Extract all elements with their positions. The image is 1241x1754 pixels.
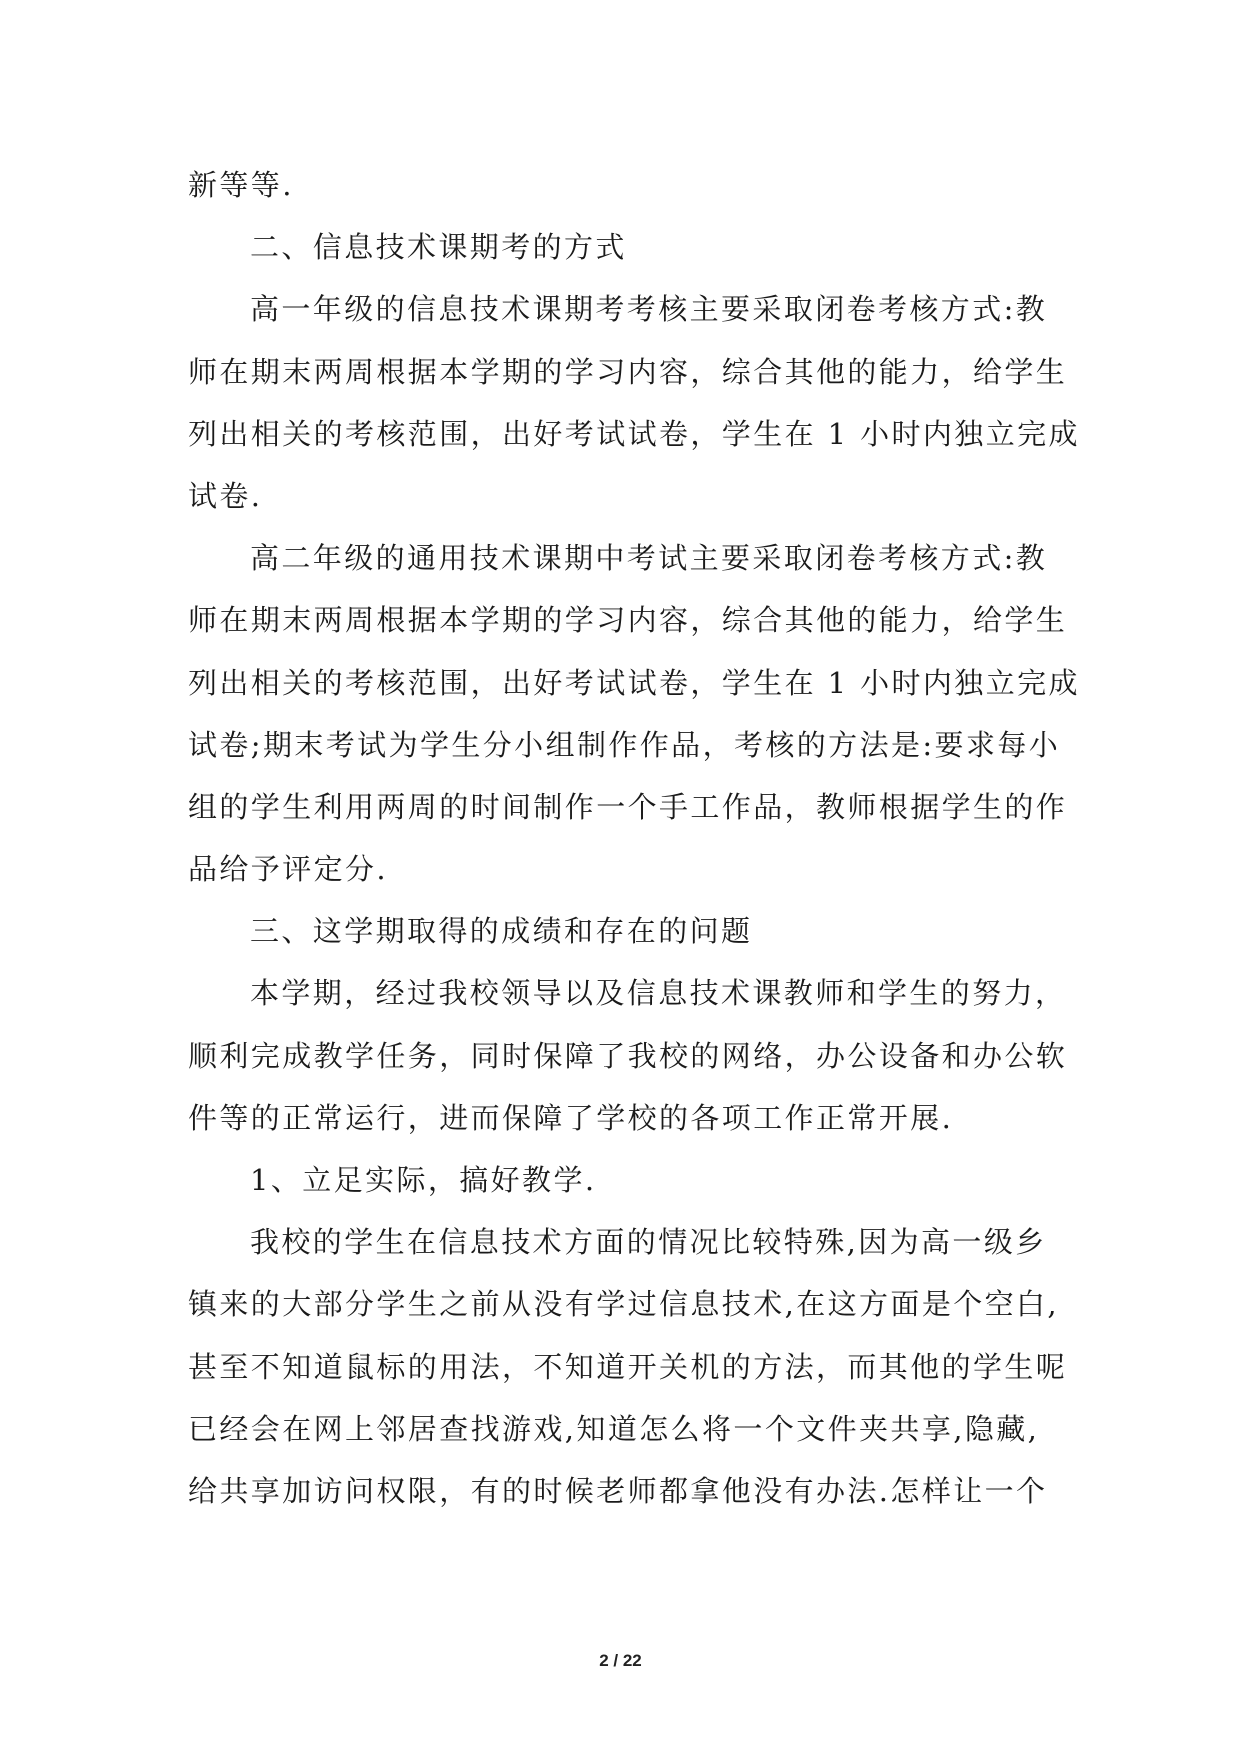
text-line: 我校的学生在信息技术方面的情况比较特殊,因为高一级乡: [250, 1225, 1047, 1260]
text-line: 组的学生利用两周的时间制作一个手工作品，教师根据学生的作: [188, 789, 1068, 824]
text-line: 新等等.: [188, 168, 294, 202]
text-line: 给共享加访问权限，有的时候老师都拿他没有办法.怎样让一个: [188, 1473, 1048, 1508]
text-line: 品给予评定分.: [188, 852, 389, 887]
document-body: [188, 154, 1080, 1522]
text-line: 试卷.: [188, 478, 263, 513]
text-line: 高一年级的信息技术课期考考核主要采取闭卷考核方式:教: [250, 292, 1048, 327]
text-line: 已经会在网上邻居查找游戏,知道怎么将一个文件夹共享,隐藏,: [188, 1411, 1040, 1446]
section-heading: 二、信息技术课期考的方式: [250, 230, 627, 265]
text-line: 件等的正常运行，进而保障了学校的各项工作正常开展.: [188, 1100, 954, 1135]
text-line: 列出相关的考核范围，出好考试试卷，学生在 1 小时内独立完成: [188, 665, 1080, 700]
text-line: 甚至不知道鼠标的用法，不知道开关机的方法，而其他的学生呢: [188, 1349, 1068, 1384]
text-line: 高二年级的通用技术课期中考试主要采取闭卷考核方式:教: [250, 541, 1048, 576]
subsection-heading: 1、立足实际，搞好教学.: [250, 1163, 597, 1197]
text-line: 列出相关的考核范围，出好考试试卷，学生在 1 小时内独立完成: [188, 416, 1080, 451]
text-line: 师在期末两周根据本学期的学习内容，综合其他的能力，给学生: [188, 603, 1068, 638]
text-line: 本学期，经过我校领导以及信息技术课教师和学生的努力，: [250, 976, 1067, 1011]
text-line: 试卷;期末考试为学生分小组制作作品，考核的方法是:要求每小: [188, 727, 1061, 762]
text-line: 师在期末两周根据本学期的学习内容，综合其他的能力，给学生: [188, 354, 1068, 389]
page-number: 2 / 22: [599, 1651, 642, 1670]
text-line: 镇来的大部分学生之前从没有学过信息技术,在这方面是个空白,: [188, 1287, 1060, 1322]
section-heading: 三、这学期取得的成绩和存在的问题: [250, 914, 753, 949]
text-line: 顺利完成教学任务，同时保障了我校的网络，办公设备和办公软: [188, 1038, 1068, 1073]
